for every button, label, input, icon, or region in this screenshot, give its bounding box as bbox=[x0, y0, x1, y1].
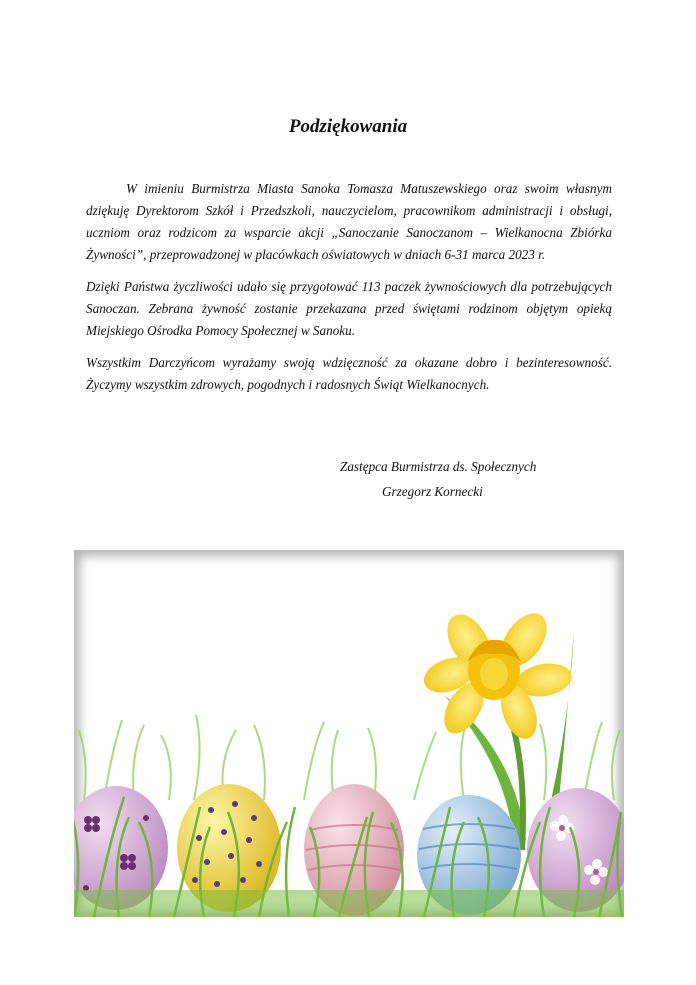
paragraph-1: W imieniu Burmistrza Miasta Sanoka Tomasza Matuszewskiego oraz swoim własnym dziękuję Dyrektorom Szkół i Przedszkoli, nauczycielom, pracownikom administracji i obsługi, uczniom oraz rodzicom za wsparcie akcji „Sanoczanie Sanoczanom – Wielkanocna Zbiórka Żywności”, przeprowadzonej w placówkach oświatowych w dniach 6-31 marca 2023 r. bbox=[86, 181, 612, 262]
signature-name: Grzegorz Kornecki bbox=[382, 484, 483, 499]
letter-body bbox=[86, 178, 612, 406]
grass-base bbox=[74, 890, 624, 917]
daffodil-flower bbox=[419, 605, 574, 744]
easter-illustration bbox=[74, 550, 624, 917]
easter-photo bbox=[74, 550, 624, 917]
document-title: Podziękowania bbox=[288, 116, 408, 137]
paragraph-3: Wszystkim Darczyńcom wyrażamy swoją wdzięczność za okazane dobro i bezinteresowność. Życzymy wszystkim zdrowych, pogodnych i radosnych Świąt Wielkanocnych. bbox=[86, 355, 612, 392]
paragraph-2: Dzięki Państwa życzliwości udało się przygotować 113 paczek żywnościowych dla potrzebujących Sanoczan. Zebrana żywność zostanie przekazana przed świętami rodzinom objętym opieką Miejskiego Ośrodka Pomocy Społecznej w Sanoku. bbox=[86, 279, 612, 338]
signature-role: Zastępca Burmistrza ds. Społecznych bbox=[340, 459, 537, 474]
